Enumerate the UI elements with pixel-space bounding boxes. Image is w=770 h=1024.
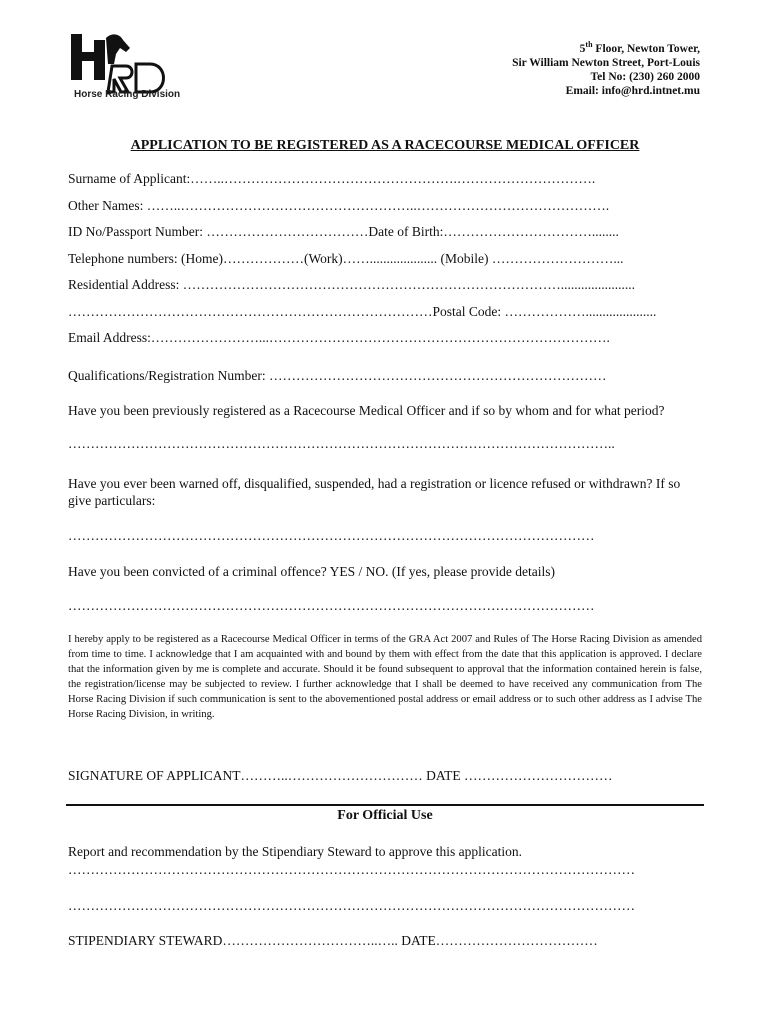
criminal-offence-answer[interactable]: ……………………………………………………………………………………………………… [68,598,595,613]
report-line-1[interactable]: ……………………………………………………………………………………………………………… [68,862,635,877]
signature-date-field[interactable]: SIGNATURE OF APPLICANT………..………………………… DATE …………………………… [68,768,613,783]
telephone-field[interactable]: Telephone numbers: (Home)………………(Work)…….................... (Mobile) ………………………... [68,251,624,266]
email-field[interactable]: Email Address:……………………...…………………………………………………………………. [68,330,610,345]
form-title: APPLICATION TO BE REGISTERED AS A RACECOURSE MEDICAL OFFICER [130,138,640,153]
declaration-text: I hereby apply to be registered as a Racecourse Medical Officer in terms of the GRA Act 2007 and Rules of The Horse Racing Division as amended from time to time. I acknowledge that I am acquainted with and bound by them with effect from the date that this application is approved. I declare that the information given by me is complete and accurate. Should it be found subsequent to approval that the information contained herein is false, the registration/license may be subjected to review. I further acknowledge that I shall be deemed to have received any communication from The Horse Racing Division if such communication is sent to the abovementioned postal address or email address or to such other address as I advise The Horse Racing Division, in writing. [68,634,702,720]
steward-signature-field[interactable]: STIPENDIARY STEWARD……………………………..….. DATE……………………………… [68,933,598,948]
official-use-heading: For Official Use [337,808,433,823]
logo-caption: Horse Racing Division [74,89,181,100]
question-criminal-offence: Have you been convicted of a criminal offence? YES / NO. (If yes, please provide details) [68,564,555,579]
residential-address-field[interactable]: Residential Address: …………………………………………………………………………...................... [68,277,635,292]
report-label: Report and recommendation by the Stipendiary Steward to approve this application. [68,844,523,859]
question-warned-off: Have you ever been warned off, disqualified, suspended, had a registration or licence refused or withdrawn? If so give particulars: [68,476,681,508]
previous-registration-answer[interactable]: ………………………………………………………………………………………………………….. [68,436,615,451]
other-names-field[interactable]: Other Names: ……..……………………………………………..……………………………………. [68,198,610,213]
contact-address [512,38,700,98]
surname-field[interactable]: Surname of Applicant:……..…………………………………………….…………………………. [68,171,596,186]
address-email: Email: info@hrd.intnet.mu [565,84,700,97]
address-phone: Tel No: (230) 260 2000 [590,70,700,83]
report-line-2[interactable]: ……………………………………………………………………………………………………………… [68,898,635,913]
postal-code-field[interactable]: ………………………………………………………………………Postal Code: ………………..................... [68,304,657,319]
qualifications-field[interactable]: Qualifications/Registration Number: ………………………………………………………………… [68,368,607,383]
id-dob-field[interactable]: ID No/Passport Number: ………………………………Date of Birth:……………………………........ [68,224,619,239]
address-line-2: Sir William Newton Street, Port-Louis [512,56,700,69]
section-divider [66,804,704,806]
warned-off-answer[interactable]: ……………………………………………………………………………………………………… [68,528,595,543]
question-previous-registration: Have you been previously registered as a Racecourse Medical Officer and if so by whom and for what period? [68,403,665,418]
address-line-1: 5th Floor, Newton Tower, [579,40,700,55]
